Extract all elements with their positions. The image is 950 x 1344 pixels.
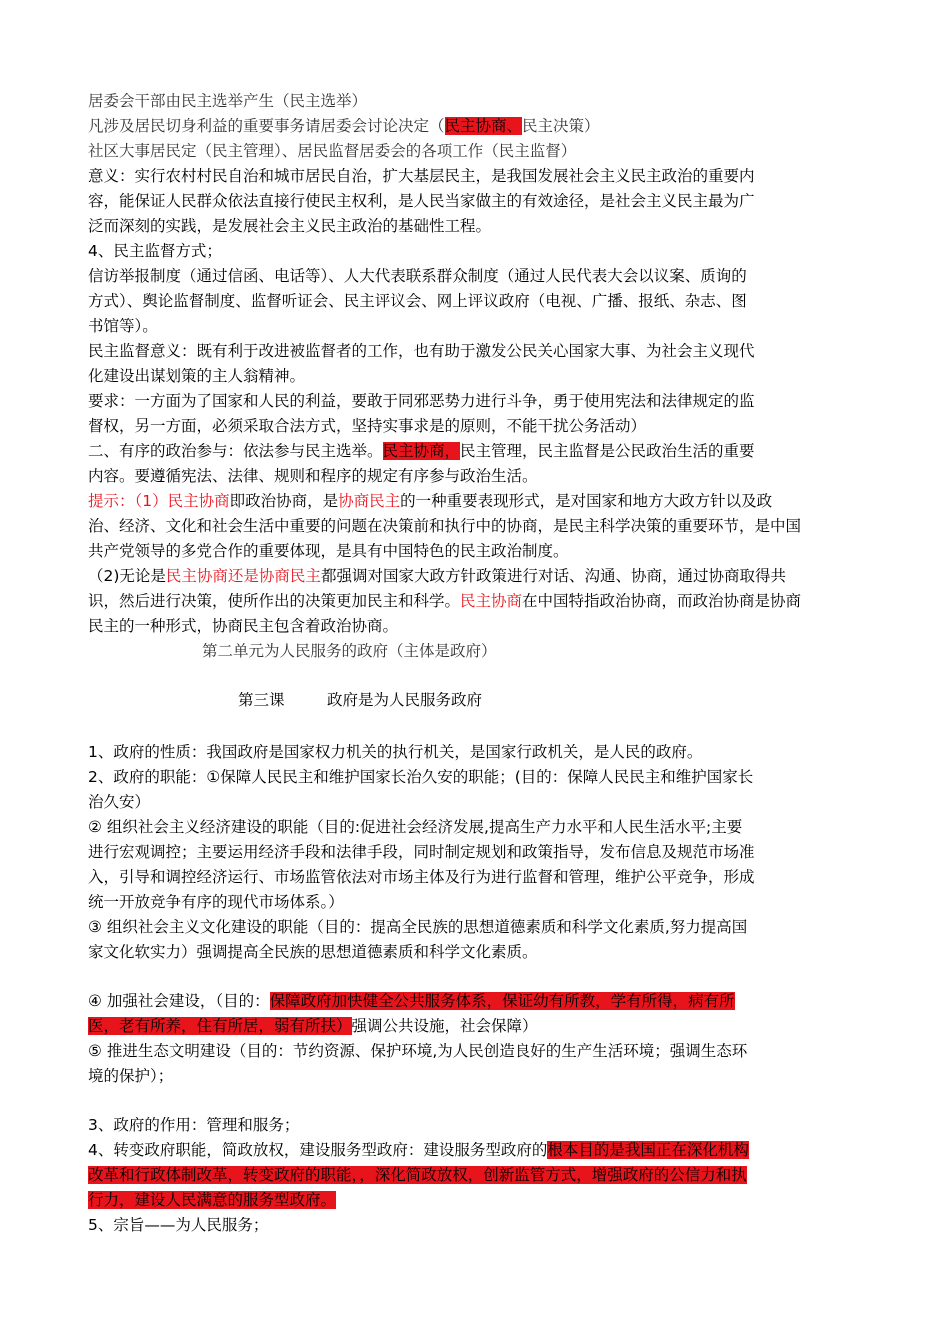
text-line [88,1163,868,1187]
red-text: 提示：（1）民主协商 [88,492,230,510]
text-line [88,989,868,1013]
text-line [88,589,868,613]
text-span: 即政治协商，是 [229,492,339,510]
text-line: 要求：一方面为了国家和人民的利益，要敢于同邪恶势力进行斗争，勇于使用宪法和法律规定的监 [88,392,755,410]
text-line: 3、政府的作用：管理和服务； [88,1116,300,1134]
lesson-title: 政府是为人民服务政府 [327,691,483,709]
highlight-span: 民主协商、 [444,117,523,135]
red-text: 民主协商 [460,592,523,610]
text-span: 二、有序的政治参与：依法参与民主选举。 [88,442,383,460]
text-line: 统一开放竞争有序的现代市场体系。） [88,893,344,911]
text-span: 凡涉及居民切身利益的重要事务请居委会讨论决定（ [88,117,445,135]
red-text: 民主协商还是协商民主 [165,567,321,585]
text-line: 化建设出谋划策的主人翁精神。 [88,367,306,385]
text-span: 强调公共设施，社会保障） [351,1017,538,1035]
text-line: 泛而深刻的实践，是发展社会主义民主政治的基础性工程。 [88,217,492,235]
text-span: 民主管理，民主监督是公民政治生活的重要 [460,442,755,460]
text-line: 共产党领导的多党合作的重要体现，是具有中国特色的民主政治制度。 [88,542,569,560]
text-span: 在中国特指政治协商，而政治协商是协商 [522,592,802,610]
text-line: 治、经济、文化和社会生活中重要的问题在决策前和执行中的协商，是民主科学决策的重要环节，是中国 [88,517,802,535]
text-span: ④ 加强社会建设，（目的： [88,992,270,1010]
text-line: 容，能保证人民群众依法直接行使民主权利，是人民当家做主的有效途径，是社会主义民主最为广 [88,192,755,210]
text-line: 意义：实行农村村民自治和城市居民自治，扩大基层民主，是我国发展社会主义民主政治的重要内 [88,167,755,185]
unit-title: 第二单元为人民服务的政府（主体是政府） [202,642,497,660]
highlight-span: 民主协商， [382,442,461,460]
text-line: 民主监督意义：既有利于改进被监督者的工作，也有助于激发公民关心国家大事、为社会主义现代 [88,342,755,360]
text-line: 2、政府的职能：①保障人民民主和维护国家长治久安的职能；(目的：保障人民民主和维护国家长 [88,768,754,786]
text-line: 信访举报制度（通过信函、电话等）、人大代表联系群众制度（通过人民代表大会以议案、质询的 [88,267,747,285]
text-line: 入，引导和调控经济运行、市场监管依法对市场主体及行为进行监督和管理，维护公平竞争，形成 [88,868,755,886]
text-span: 4、转变政府职能，简政放权，建设服务型政府：建设服务型政府的 [88,1141,548,1159]
text-line: 家文化软实力）强调提高全民族的思想道德素质和科学文化素质。 [88,943,538,961]
text-line: 居委会干部由民主选举产生（民主选举） [88,92,368,110]
text-line [88,1188,868,1212]
lesson-number: 第三课 [238,691,285,709]
red-text: 协商民主 [338,492,401,510]
text-span: 的一种重要表现形式，是对国家和地方大政方针以及政 [400,492,773,510]
text-line: 方式）、舆论监督制度、监督听证会、民主评议会、网上评议政府（电视、广播、报纸、杂志、图 [88,292,747,310]
text-line [88,489,868,513]
highlight-span: 改革和行政体制改革，转变政府的职能，，深化简政放权，创新监管方式，增强政府的公信力和执 [88,1166,747,1184]
highlight-span: 根本目的是我国正在深化机构 [547,1141,749,1159]
text-line: 治久安） [88,793,151,811]
text-span: 识，然后进行决策，使所作出的决策更加民主和科学。 [88,592,461,610]
text-span: 都强调对国家大政方针政策进行对话、沟通、协商，通过协商取得共 [320,567,786,585]
text-line [88,1138,868,1162]
text-line: 书馆等）。 [88,317,158,335]
text-line: 4、民主监督方式； [88,242,222,260]
text-span: 民主决策） [522,117,600,135]
text-line: ② 组织社会主义经济建设的职能（目的:促进社会经济发展,提高生产力水平和人民生活水平;主要 [88,818,743,836]
text-line [88,439,868,463]
text-line: 社区大事居民定（民主管理）、居民监督居委会的各项工作（民主监督） [88,142,577,160]
text-line: ③ 组织社会主义文化建设的职能（目的：提高全民族的思想道德素质和科学文化素质,努力提高国 [88,918,748,936]
text-line: ⑤ 推进生态文明建设（目的：节约资源、保护环境,为人民创造良好的生产生活环境；强调生态环 [88,1042,748,1060]
highlight-span: 行力，建设人民满意的服务型政府。 [88,1191,337,1209]
text-span: （2)无论是 [88,567,166,585]
text-line: 1、政府的性质：我国政府是国家权力机关的执行机关，是国家行政机关，是人民的政府。 [88,743,703,761]
text-line: 5、宗旨——为人民服务； [88,1216,269,1234]
text-line: 督权，另一方面，必须采取合法方式，坚持实事求是的原则，不能干扰公务活动） [88,417,647,435]
text-line [88,114,868,138]
text-line [88,564,868,588]
highlight-span: 保障政府加快健全公共服务体系，保证幼有所教，学有所得，病有所 [269,992,735,1010]
text-line [88,1014,868,1038]
text-line: 内容。要遵循宪法、法律、规则和程序的规定有序参与政治生活。 [88,467,538,485]
text-line: 进行宏观调控；主要运用经济手段和法律手段，同时制定规划和政策指导，发布信息及规范市场准 [88,843,755,861]
text-line: 民主的一种形式，协商民主包含着政治协商。 [88,617,399,635]
highlight-span: 医，老有所养，住有所居，弱有所扶） [88,1017,352,1035]
text-line: 境的保护）； [88,1067,174,1085]
